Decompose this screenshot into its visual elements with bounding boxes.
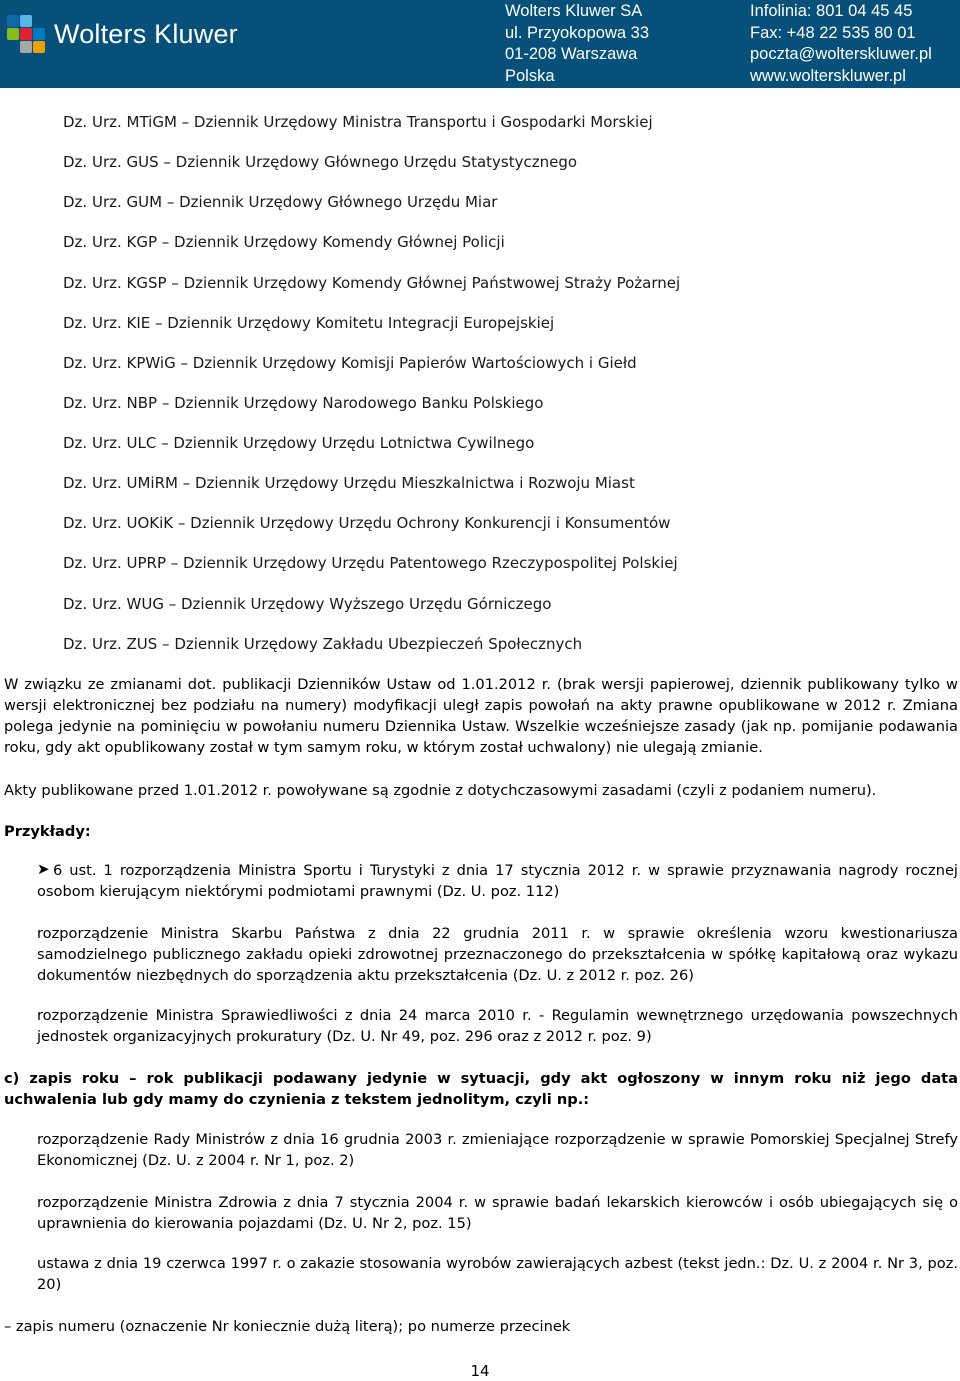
company-address (505, 1, 649, 87)
hotline: Infolinia: 801 04 45 45 (750, 2, 913, 20)
address-line: Wolters Kluwer SA (505, 2, 643, 20)
page-number: 14 (470, 1362, 490, 1380)
list-item: Dz. Urz. KPWiG – Dziennik Urzędowy Komisji Papierów Wartościowych i Giełd (63, 354, 637, 372)
list-item: Dz. Urz. NBP – Dziennik Urzędowy Narodowego Banku Polskiego (63, 394, 544, 412)
company-contact (750, 1, 932, 87)
list-item: Dz. Urz. UMiRM – Dziennik Urzędowy Urzędu Mieszkalnictwa i Rozwoju Miast (63, 474, 635, 492)
paragraph-change: W związku ze zmianami dot. publikacji Dzienników Ustaw od 1.01.2012 r. (brak wersji papierowej, dziennik publikowany tylko w wersji elektronicznej bez podziału na numery) modyfikacji uległ zapis powołań na akty prawne opublikowane w 2012 r. Zmiana polega jedynie na pominięciu w powołaniu numeru Dziennika Ustaw. Wszelkie wcześniejsze zasady (jak np. pomijanie podawania roku, gdy akt opublikowany został w tym samym roku, w którym został uchwalony) nie ulegają zmianie. (4, 676, 958, 756)
example-item: rozporządzenie Ministra Skarbu Państwa z dnia 22 grudnia 2011 r. w sprawie określenia wzoru kwestionariusza samodzielnego publicznego zakładu opieki zdrowotnej przeznaczonego do przekształcenia w spółkę kapitałową oraz wykazu dokumentów niezbędnych do sporządzenia aktu przekształcenia (Dz. U. z 2012 r. poz. 26) (37, 925, 958, 984)
email-link[interactable]: poczta@wolterskluwer.pl (750, 45, 932, 63)
list-item: Dz. Urz. ULC – Dziennik Urzędowy Urzędu Lotnictwa Cywilnego (63, 434, 535, 452)
fax: Fax: +48 22 535 80 01 (750, 23, 916, 42)
arrow-bullet-icon: ➤ (37, 860, 50, 878)
example-item: rozporządzenie Ministra Sprawiedliwości z dnia 24 marca 2010 r. - Regulamin wewnętrznego urzędowania powszechnych jednostek organizacyjnych prokuratury (Dz. U. Nr 49, poz. 296 oraz z 2012 r. poz. 9) (37, 1007, 958, 1045)
address-line: Polska (505, 66, 555, 85)
list-item: Dz. Urz. ZUS – Dziennik Urzędowy Zakładu Ubezpieczeń Społecznych (63, 635, 583, 653)
list-item: Dz. Urz. MTiGM – Dziennik Urzędowy Ministra Transportu i Gospodarki Morskiej (63, 113, 653, 131)
section-c-heading: c) zapis roku – rok publikacji podawany jedynie w sytuacji, gdy akt ogłoszony w innym roku niż jego data uchwalenia lub gdy mamy do czynienia z tekstem jednolitym, czyli np.: (4, 1070, 958, 1108)
example-item: rozporządzenie Rady Ministrów z dnia 16 grudnia 2003 r. zmieniające rozporządzenie w sprawie Pomorskiej Specjalnej Strefy Ekonomicznej (Dz. U. z 2004 r. Nr 1, poz. 2) (37, 1131, 958, 1169)
paragraph-before-2012: Akty publikowane przed 1.01.2012 r. powoływane są zgodnie z dotychczasowymi zasadami (czyli z podaniem numeru). (4, 782, 877, 799)
address-line: ul. Przyokopowa 33 (505, 23, 649, 42)
brand-name: Wolters Kluwer (54, 18, 238, 49)
examples-heading: Przykłady: (4, 823, 91, 840)
example-item: 6 ust. 1 rozporządzenia Ministra Sportu i Turystyki z dnia 17 stycznia 2012 r. w sprawie przyznawania nagrody rocznej osobom kierującym niektórymi podmiotami prawnymi (Dz. U. poz. 112) (37, 862, 958, 900)
list-item: Dz. Urz. UOKiK – Dziennik Urzędowy Urzędu Ochrony Konkurencji i Konsumentów (63, 514, 671, 532)
example-item: rozporządzenie Ministra Zdrowia z dnia 7 stycznia 2004 r. w sprawie badań lekarskich kierowców i osób ubiegających się o uprawnienia do kierowania pojazdami (Dz. U. Nr 2, poz. 15) (37, 1194, 958, 1232)
list-item: Dz. Urz. GUM – Dziennik Urzędowy Głównego Urzędu Miar (63, 193, 498, 211)
list-item: Dz. Urz. WUG – Dziennik Urzędowy Wyższego Urzędu Górniczego (63, 595, 552, 613)
address-line: 01-208 Warszawa (505, 45, 638, 63)
list-item: Dz. Urz. GUS – Dziennik Urzędowy Głównego Urzędu Statystycznego (63, 153, 578, 171)
website-link[interactable]: www.wolterskluwer.pl (750, 66, 906, 85)
list-item: Dz. Urz. KGP – Dziennik Urzędowy Komendy Głównej Policji (63, 233, 505, 251)
list-item: Dz. Urz. KIE – Dziennik Urzędowy Komitetu Integracji Europejskiej (63, 314, 555, 332)
list-item: Dz. Urz. UPRP – Dziennik Urzędowy Urzędu Patentowego Rzeczypospolitej Polskiej (63, 554, 678, 572)
letterhead (0, 0, 960, 88)
example-item: ustawa z dnia 19 czerwca 1997 r. o zakazie stosowania wyrobów zawierających azbest (tekst jedn.: Dz. U. z 2004 r. Nr 3, poz. 20) (37, 1255, 958, 1293)
list-item: Dz. Urz. KGSP – Dziennik Urzędowy Komendy Głównej Państwowej Straży Pożarnej (63, 274, 681, 292)
numbering-note: – zapis numeru (oznaczenie Nr koniecznie dużą literą); po numerze przecinek (4, 1318, 571, 1335)
wolters-kluwer-logo-icon (6, 14, 46, 54)
brand-logo (6, 14, 238, 54)
